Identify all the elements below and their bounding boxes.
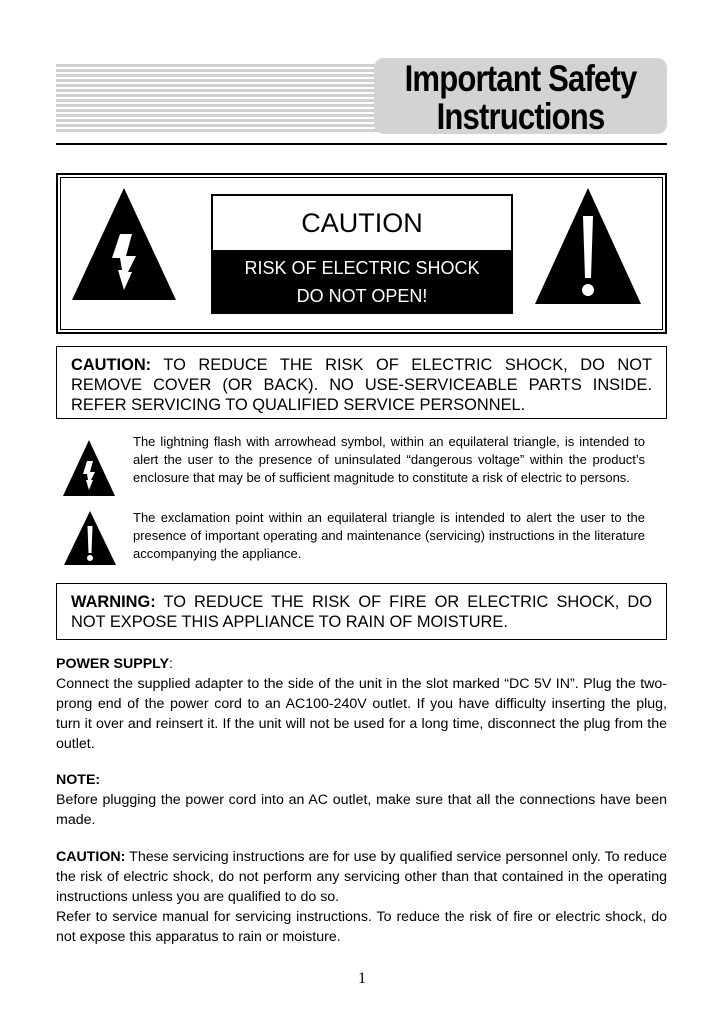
exclamation-symbol-explanation: The exclamation point within an equilateral triangle is intended to alert the user to the presence of important operating and maintenance (servicing) instructions in the literature accompanying the appliance.	[133, 510, 645, 561]
exclamation-triangle-icon	[533, 186, 643, 306]
power-supply-text: Connect the supplied adapter to the side of the unit in the slot marked “DC 5V IN”. Plug the two-prong end of the power cord to an AC100-240V outlet. If you have difficulty inserting the plug, turn it over and reinsert it. If the unit will not be used for a long time, disconnect the plug from the outlet.	[56, 676, 667, 752]
power-supply-heading: POWER SUPPLY:	[56, 656, 173, 672]
caution-notice-box	[56, 346, 667, 419]
caution-label-line-2: DO NOT OPEN!	[296, 286, 428, 306]
page-title	[374, 58, 667, 137]
caution-label-line-1: RISK OF ELECTRIC SHOCK	[244, 258, 480, 278]
caution-notice-text: TO REDUCE THE RISK OF ELECTRIC SHOCK, DO NOT REMOVE COVER (OR BACK). NO USE-SERVICEABLE PARTS INSIDE. REFER SERVICING TO QUALIFIED SERVICE PERSONNEL.	[71, 356, 652, 414]
header-stripes	[56, 64, 386, 134]
exclamation-triangle-small-icon	[63, 510, 117, 566]
warning-notice-box	[56, 583, 667, 640]
caution-notice-lead: CAUTION:	[71, 356, 152, 374]
caution-paragraph	[56, 847, 667, 907]
warning-notice-text: TO REDUCE THE RISK OF FIRE OR ELECTRIC SHOCK, DO NOT EXPOSE THIS APPLIANCE TO RAIN OF MOISTURE.	[71, 593, 652, 631]
lightning-symbol-explanation: The lightning flash with arrowhead symbol, within an equilateral triangle, is intended to alert the user to the presence of uninsulated “dangerous voltage” within the product’s enclosure that may be of sufficient magnitude to constitute a risk of electric to persons.	[133, 434, 645, 485]
note-text: Before plugging the power cord into an AC outlet, make sure that all the connections have been made.	[56, 792, 667, 828]
caution-label-title: CAUTION	[301, 208, 423, 238]
title-line-2: Instructions	[436, 96, 605, 137]
note-heading: NOTE:	[56, 772, 101, 788]
header-divider	[56, 143, 667, 145]
lightning-triangle-small-icon	[62, 439, 116, 497]
refer-paragraph: Refer to service manual for servicing instructions. To reduce the risk of fire or electric shock, do not expose this apparatus to rain or moisture.	[56, 909, 667, 945]
caution-paragraph-text: These servicing instructions are for use by qualified service personnel only. To reduce the risk of electric shock, do not perform any servicing other than that contained in the operating instructions unless you are qualified to do so.	[56, 849, 667, 905]
title-line-1: Important Safety	[404, 58, 637, 99]
caution-label	[211, 194, 513, 314]
lightning-triangle-icon	[70, 186, 178, 302]
page-number: 1	[358, 970, 366, 987]
caution-label-warning	[213, 250, 511, 312]
caution-paragraph-lead: CAUTION:	[56, 849, 126, 865]
warning-notice-lead: WARNING:	[71, 593, 156, 611]
